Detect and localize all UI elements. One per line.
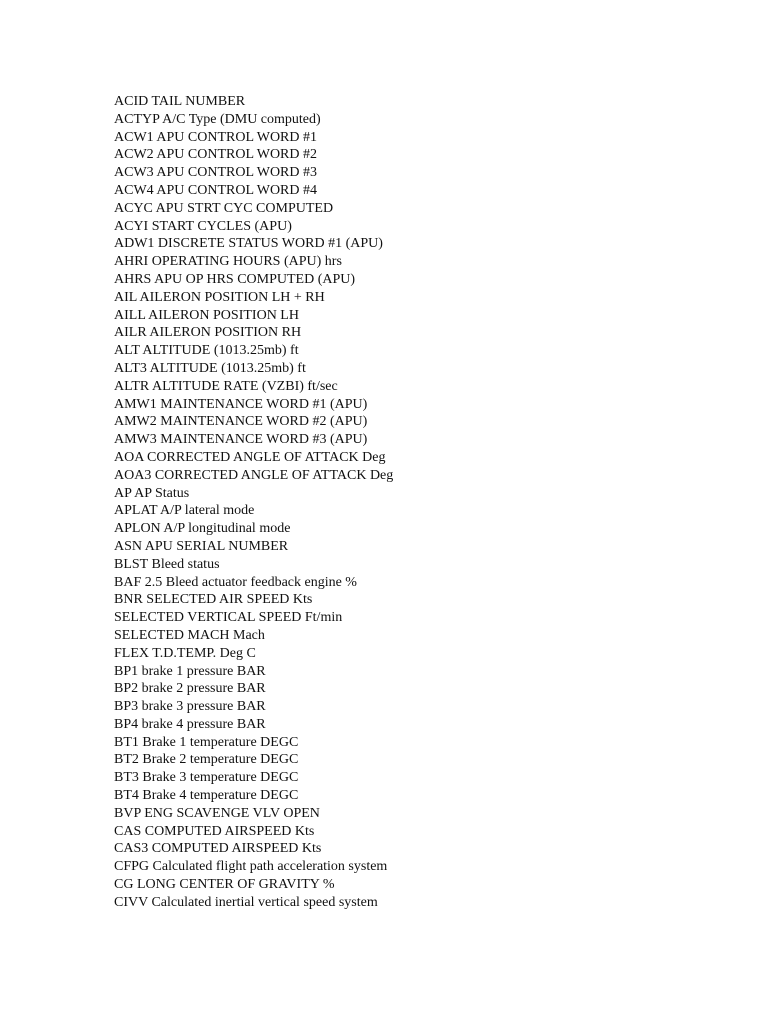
parameter-line: BP1 brake 1 pressure BAR	[114, 663, 266, 679]
parameter-line: BP2 brake 2 pressure BAR	[114, 681, 266, 697]
parameter-line: BNR SELECTED AIR SPEED Kts	[114, 592, 313, 608]
parameter-line: AP AP Status	[114, 485, 190, 501]
parameter-line: ACTYP A/C Type (DMU computed)	[114, 111, 321, 127]
parameter-line: AIL AILERON POSITION LH + RH	[114, 289, 325, 305]
parameter-line: ACW1 APU CONTROL WORD #1	[114, 129, 318, 145]
parameter-line: ACW4 APU CONTROL WORD #4	[114, 182, 318, 198]
parameter-line: BT2 Brake 2 temperature DEGC	[114, 752, 299, 768]
parameter-line: BT3 Brake 3 temperature DEGC	[114, 770, 299, 786]
parameter-line: AOA CORRECTED ANGLE OF ATTACK Deg	[114, 449, 386, 465]
parameter-line: ALT ALTITUDE (1013.25mb) ft	[114, 343, 299, 359]
parameter-line: SELECTED VERTICAL SPEED Ft/min	[114, 610, 343, 626]
parameter-line: CIVV Calculated inertial vertical speed system	[114, 894, 378, 910]
parameter-line: APLON A/P longitudinal mode	[114, 521, 291, 537]
parameter-line: ACW3 APU CONTROL WORD #3	[114, 165, 318, 181]
parameter-line: BLST Bleed status	[114, 556, 220, 572]
parameter-line: AILR AILERON POSITION RH	[114, 325, 302, 341]
parameter-line: BP3 brake 3 pressure BAR	[114, 699, 266, 715]
parameter-line: AOA3 CORRECTED ANGLE OF ATTACK Deg	[114, 467, 394, 483]
parameter-line: AMW3 MAINTENANCE WORD #3 (APU)	[114, 432, 368, 448]
parameter-line: BVP ENG SCAVENGE VLV OPEN	[114, 805, 320, 821]
parameter-line: CAS COMPUTED AIRSPEED Kts	[114, 823, 315, 839]
parameter-line: APLAT A/P lateral mode	[114, 503, 255, 519]
parameter-line: AILL AILERON POSITION LH	[114, 307, 299, 323]
parameter-line: ALTR ALTITUDE RATE (VZBI) ft/sec	[114, 378, 338, 394]
parameter-line: ALT3 ALTITUDE (1013.25mb) ft	[114, 360, 306, 376]
parameter-line: CG LONG CENTER OF GRAVITY %	[114, 877, 335, 893]
parameter-line: AHRS APU OP HRS COMPUTED (APU)	[114, 271, 356, 287]
parameter-line: AMW2 MAINTENANCE WORD #2 (APU)	[114, 414, 368, 430]
parameter-line: SELECTED MACH Mach	[114, 627, 265, 643]
parameter-line: AMW1 MAINTENANCE WORD #1 (APU)	[114, 396, 368, 412]
parameter-line: BP4 brake 4 pressure BAR	[114, 716, 266, 732]
parameter-list	[114, 93, 393, 912]
parameter-line: ADW1 DISCRETE STATUS WORD #1 (APU)	[114, 236, 383, 252]
parameter-line: ASN APU SERIAL NUMBER	[114, 538, 289, 554]
parameter-line: CFPG Calculated flight path acceleration system	[114, 859, 388, 875]
parameter-line: BT4 Brake 4 temperature DEGC	[114, 788, 299, 804]
parameter-line: ACYC APU STRT CYC COMPUTED	[114, 200, 334, 216]
parameter-line: FLEX T.D.TEMP. Deg C	[114, 645, 256, 661]
parameter-line: ACW2 APU CONTROL WORD #2	[114, 147, 318, 163]
parameter-line: BT1 Brake 1 temperature DEGC	[114, 734, 299, 750]
parameter-line: CAS3 COMPUTED AIRSPEED Kts	[114, 841, 322, 857]
parameter-line: BAF 2.5 Bleed actuator feedback engine %	[114, 574, 357, 590]
parameter-line: ACYI START CYCLES (APU)	[114, 218, 292, 234]
parameter-line: AHRI OPERATING HOURS (APU) hrs	[114, 254, 342, 270]
parameter-line: ACID TAIL NUMBER	[114, 94, 246, 109]
